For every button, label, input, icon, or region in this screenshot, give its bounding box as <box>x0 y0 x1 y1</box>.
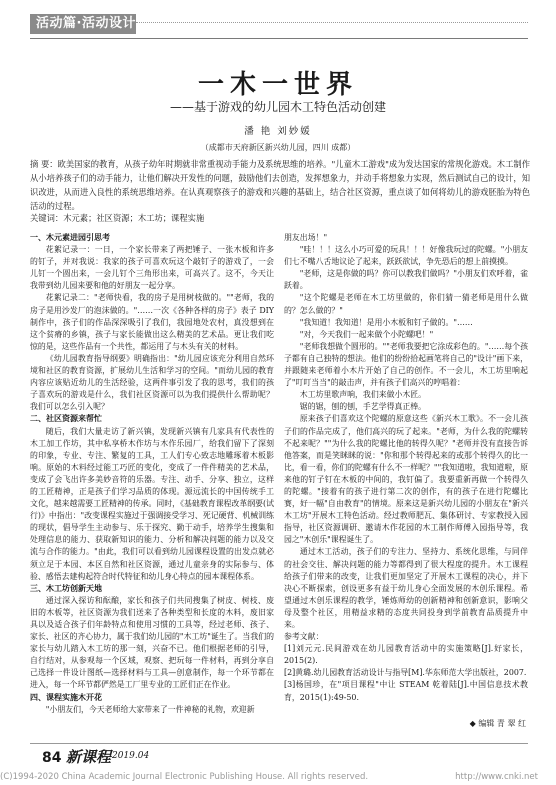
paragraph: 通过深入探访和酝酿，家长和孩子们共同搜集了树皮、树枝、废旧的木板等，社区资源为我们送来了各种类型和长度的木料，废旧家具以及适合孩子们年龄特点和使用习惯的工具等，经过老师、孩子、家长、社区的齐心协力，属于我们幼儿园的"木工坊"诞生了。当我们的家长与幼儿踏入木工坊的那一刻，兴奋不已。他们根据老师的引导，自行结对，从参观每一个区域，观察、把玩每一件材料，再到分享自己选择一件设计图纸—选择材料与工具—创意制作，每一个环节都在进入，每一个环节都俨然是工厂里专业的工匠们正在作业。 <box>30 595 274 690</box>
paragraph: 花絮记录二："老师快看，我的房子是用树枝做的。""老师，我的房子是用沙发厂的泡沫做的。"……一次《各种各样的房子》表子 DIY 制作中，孩子们的作品深深吸引了我们，我园地处农村，真没想到在这个贫瘠的乡镇，孩子与家长能做出这么精美的艺术品。更让我们吃惊的是，这些作品有一个共性，都运用了与木头有关的材料。 <box>30 293 274 351</box>
paragraph: 锯的锯，刨的刨，手艺学得真正棒。 <box>299 402 427 412</box>
copyright-notice: (C)1994-2020 China Academic Journal Electronic Publishing House. All rights reserved. <box>0 772 369 782</box>
paragraph: 朋友出场！" <box>284 233 328 242</box>
page-header <box>0 0 556 40</box>
section-heading: 二、社区资源来帮忙 <box>30 414 102 424</box>
article-title: 一木一世界 <box>197 70 358 100</box>
paragraph: 花絮记录一：一日，一个家长带来了两把锤子、一张木板和许多的钉子，并对我说：我家的孩子可喜欢玩这个敲钉子的游戏了，一会儿钉一个圆出来，一会儿钉个三角形出来，可高兴了。这不，今天让我带到幼儿园来要和他的好朋友一起分享。 <box>30 245 274 291</box>
header-rule <box>30 38 528 39</box>
abstract: 摘 要：欧美国家的教育，从孩子幼年时期就非常重视动手能力及系统思维的培养。"儿童木工游戏"成为发达国家的常规化游戏。木工制作从小培养孩子们的动手能力，让他们解决开发性的问题，鼓励他们去创造，发挥想象力，并动手将想象力实现，然后测试自己的设计，知识改进，从而进入良性的系统思维培养。在认真观察孩子的游戏和兴趣的基础上，结合社区资源，重点谈了如何将幼儿的游戏胚胎为特色活动的过程。 <box>30 159 530 211</box>
keywords: 关键词：木元素；社区资源；木工坊；课程实施 <box>30 213 205 223</box>
section-heading: 三、木工坊创新天地 <box>30 583 102 593</box>
journal-name: 新课程 <box>66 748 112 766</box>
section-heading: 四、课程实施木开花 <box>30 692 102 702</box>
section-label: 活动篇·活动设计 <box>36 16 136 31</box>
author-line: 潘 艳 刘妙媛 <box>244 126 312 137</box>
header-dotted-rule <box>136 22 528 23</box>
source-url: http://www.cnki.net <box>455 772 538 782</box>
page-number: 84 <box>42 750 62 766</box>
paragraph: 原来孩子们喜欢这个陀螺的原意这些《新兴木工歌》。不一会儿孩子们的作品完成了，他们高兴的玩了起来。"老师，为什么我的陀螺转不起来呢？""为什么我的陀螺比他的转得久呢？"老师并没有直接告诉他答案，而是笑眯眯的说："你和那个转得起来的或那个转得久的比一比，看一看，你们的陀螺有什么不一样呢？""我知道啦，我知道啦，原来他的钉子钉在木板的中间的，我钉偏了。我要重新再做一个转得久的陀螺。"接着有的孩子进行第二次的创作，有的孩子在进行陀螺比赛，好一幅"自由教育"的情境。原来这是新兴幼儿园的小朋友在"新兴木工坊"开展木工特色活动。经过教师肥瓦、集体研讨、专家教授入园指导，社区资源调研、邀请木作花园的木工制作师傅入园指导等，我园之"木创乐"课程诞生了。 <box>284 414 528 545</box>
paragraph: "哇！！！这么小巧可爱的玩具！！！好像我玩过的陀螺。"小朋友们七不嘴八舌地议论了起来，跃跃欲试，争先恐后的想上前摸摸。 <box>284 245 528 267</box>
article-subtitle: ——基于游戏的幼儿园木工特色活动创建 <box>169 100 386 114</box>
paragraph: "小朋友们，今天老师给大家带来了一件神秘的礼物，欢迎新 <box>45 704 255 714</box>
issue-number: 2019.04 <box>112 751 150 761</box>
paragraph: 参考文献： <box>284 632 324 642</box>
paragraph: "我知道！我知道！是用小木板和钉子做的。"…… <box>299 317 473 327</box>
paragraph: "这个陀螺是老师在木工坊里做的，你们猜一猜老师是用什么做的？怎么做的？" <box>284 293 528 315</box>
paragraph: 随后，我们大量走访了新兴镇，发现新兴镇有几家具有代表性的木工加工作坊，其中私享桥木作坊与木作乐园厂，给我们留下了深刻的印象，专业、专注、繁复的工具，工人们专心致志地雕琢着木板影响。原始的木料经过能工巧匠的变化，变成了一件件精美的艺术品，变成了会飞出许多美妙音符的乐器。专注、动手、分享、独立，这样的工匠精神，正是孩子们学习品质的体现。源远流长的中国传统手工文化，越来越需要工匠精神的传承。同时，《基础教育课程改革纲要(试行)》中指出："改变课程实施过于强调接受学习、死记硬背、机械训练的现状，倡导学生主动参与、乐于探究、勤于动手，培养学生搜集和处理信息的能力、获取新知识的能力、分析和解决问题的能力以及交流与合作的能力。"由此，我们可以看到幼儿园课程设置的出发点就必须立足于本园、本区自然和社区资源，通过儿童亲身的实际参与、体验、感悟去建构起符合时代特征和幼儿身心特点的园本课程体系。 <box>30 426 274 581</box>
paragraph: "老师，这是你做的吗？你可以教我们做吗？"小朋友们欢呼着，雀跃着。 <box>284 269 528 291</box>
paragraph: [3]杨国珍，在"项目课程"中让 STEAM 乾着陆[J].中国信息技术教育，2015(1):49-50. <box>284 680 528 702</box>
footer-rule <box>30 743 528 744</box>
left-column <box>30 232 274 716</box>
paragraph: 木工坊里歌声响，我们来做小木匠。 <box>299 390 427 400</box>
paragraph: 通过木工活动，孩子们的专注力、坚持力、系统化思维，与同伴的社会交往、解决问题的能力等都得到了很大程度的提升。木工课程给孩子们带来的改变，让我们更加坚定了开展木工课程的决心，并下决心不断探索，创设更多有益于幼儿身心全面发展的木创乐课程。希望通过木创乐课程的教学，锤炼师幼的创新精神和创新意识，影响父母及整个社区，用精益求精的态度共同投身到学前教育品质提升中来。 <box>284 547 528 629</box>
paragraph: 《幼儿园教育指导纲要》明确指出："幼儿园应该充分利用自然环境和社区的教育资源，扩展幼儿生活和学习的空间。"而幼儿园的教育内容应该贴近幼儿的生活经验，这两件事引发了我的思考，我们的孩子喜欢玩的游戏是什么，我们社区资源可以为我们提供什么帮助呢？我们可以怎么引入呢？ <box>30 353 274 412</box>
right-column <box>284 232 528 704</box>
editor-signature: ◆ 编辑 青 翠 红 <box>469 719 526 728</box>
paragraph: [2]黄璐.幼儿园教育活动设计与指导[M].华东师范大学出版社，2007. <box>284 668 527 678</box>
section-heading: 一、木元素进园引思考 <box>30 233 110 242</box>
paragraph: "对，今天我们一起来做个小陀螺吧！" <box>299 329 434 339</box>
paragraph: "老师我想做个圆形的。""老师我要把它涂成彩色的。"……每个孩子都有自己独特的想法。他们的纷纷拾起画笔将自己的"设计"画下来，并跟随来老师着小木片开始了自己的创作。不一会儿，木工坊里响起了"叮叮当当"的敲击声，并有孩子们高兴的哼唱着： <box>284 341 528 388</box>
paragraph: [1]刘元元.民间游戏在幼儿园教育活动中的实施策略[J].好家长，2015(2). <box>284 644 528 666</box>
affiliation: （成都市天府新区新兴幼儿园，四川 成都） <box>200 143 356 152</box>
